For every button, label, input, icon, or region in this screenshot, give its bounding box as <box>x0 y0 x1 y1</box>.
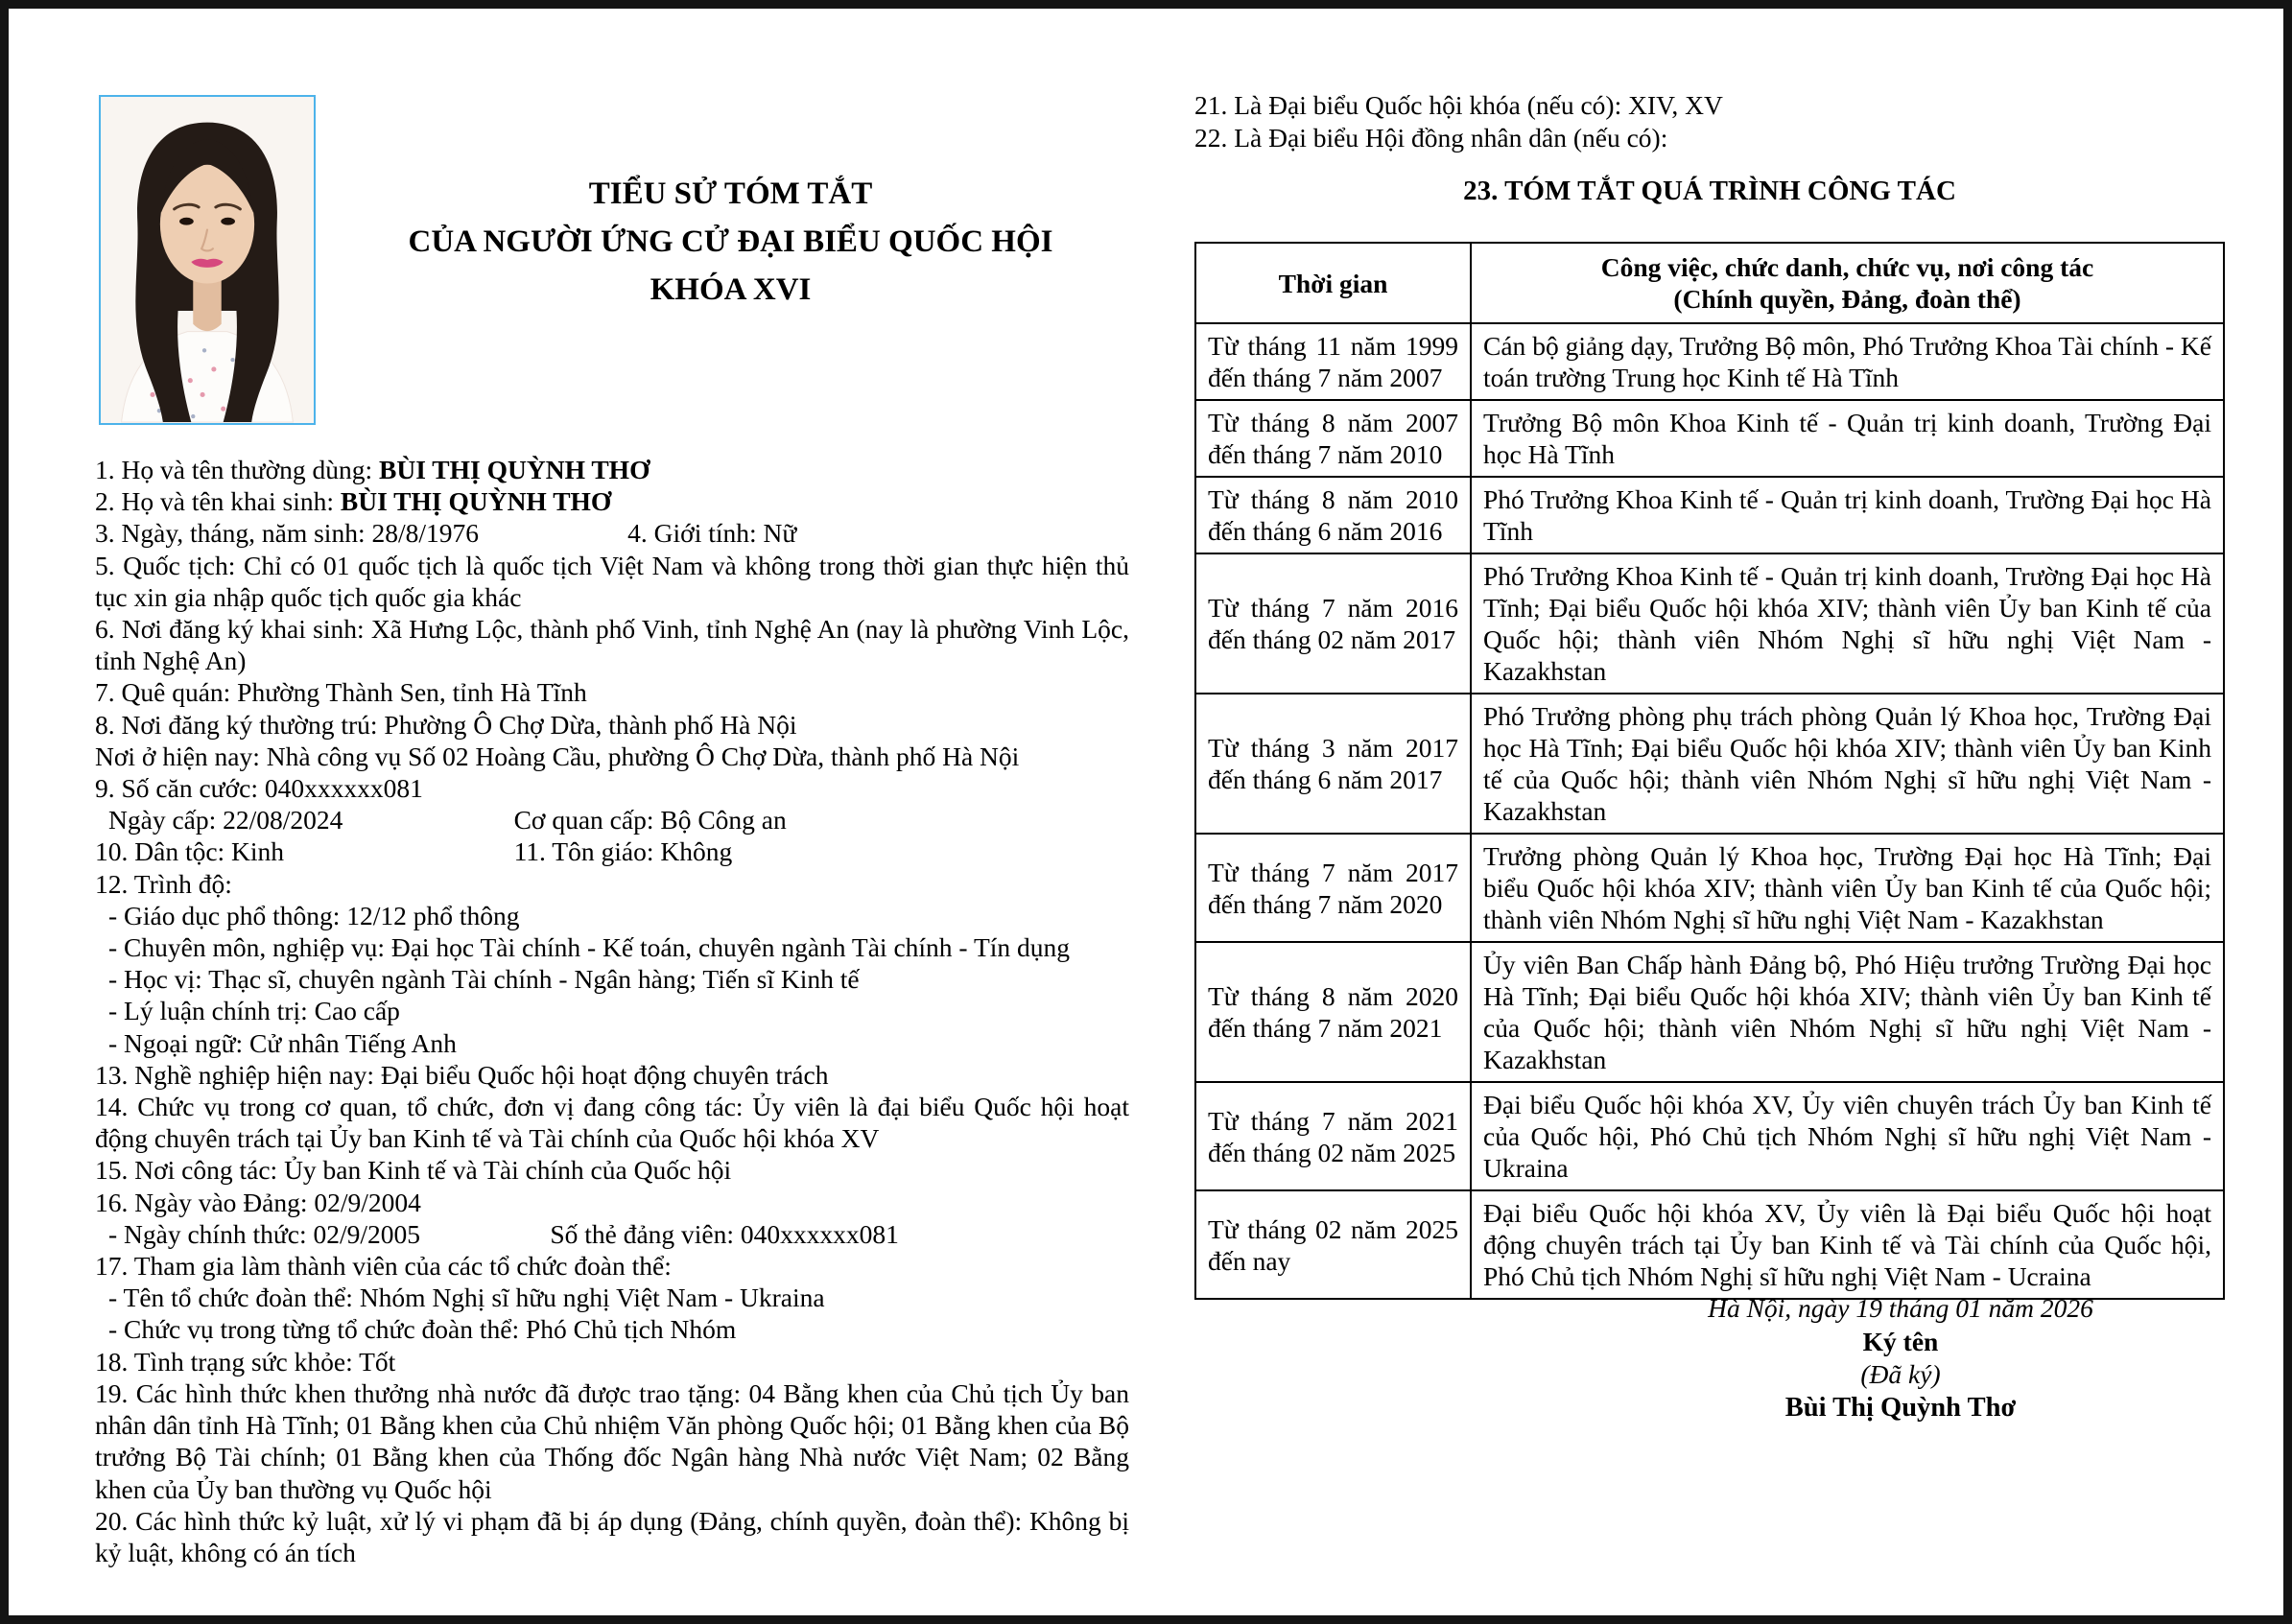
text-segment: 16. Ngày vào Đảng: 02/9/2004 <box>95 1187 421 1217</box>
time-cell: Từ tháng 7 năm 2021 đến tháng 02 năm 2025 <box>1195 1082 1471 1190</box>
text-segment: 5. Quốc tịch: Chỉ có 01 quốc tịch là quốc tịch Việt Nam và không trong thời gian thực hiện thủ tục xin gia nhập quốc tịch quốc gia khác <box>95 550 1129 612</box>
time-cell: Từ tháng 7 năm 2017 đến tháng 7 năm 2020 <box>1195 834 1471 942</box>
table-header-row <box>1195 243 2224 323</box>
item-22: 22. Là Đại biểu Hội đồng nhân dân (nếu có): <box>1194 123 1668 153</box>
bio-line <box>95 485 1129 517</box>
signature-sign-label: Ký tên <box>1862 1326 1939 1356</box>
work-cell: Trưởng phòng Quản lý Khoa học, Trường Đại học Hà Tĩnh; Đại biểu Quốc hội khóa XIV; thành viên Ủy ban Kinh tế của Quốc hội; thành viên Nhóm Nghị sĩ hữu nghị Việt Nam - Kazakhstan <box>1471 834 2224 942</box>
work-column-header-line2: (Chính quyền, Đảng, đoàn thể) <box>1673 284 2021 314</box>
bio-line <box>95 963 1129 995</box>
time-cell: Từ tháng 7 năm 2016 đến tháng 02 năm 2017 <box>1195 553 1471 694</box>
bio-line <box>95 1154 1129 1186</box>
bio-line <box>95 900 1129 931</box>
bio-line <box>95 995 1129 1026</box>
bio-line-col2 <box>550 1218 899 1250</box>
document-title-line1: TIỂU SỬ TÓM TẮT <box>588 177 873 211</box>
bio-line <box>95 1091 1129 1154</box>
signature-signed-note: (Đã ký) <box>1860 1359 1941 1389</box>
text-segment: Cơ quan cấp: Bộ Công an <box>513 805 787 836</box>
bio-line <box>95 868 1129 900</box>
work-cell: Phó Trưởng Khoa Kinh tế - Quản trị kinh doanh, Trường Đại học Hà Tĩnh; Đại biểu Quốc hội khóa XIV; thành viên Ủy ban Kinh tế của Quốc hội; thành viên Nhóm Nghị sĩ hữu nghị Việt Nam - Kazakhstan <box>1471 553 2224 694</box>
text-segment: - Chuyên môn, nghiệp vụ: Đại học Tài chính - Kế toán, chuyên ngành Tài chính - Tín dụng <box>108 932 1071 963</box>
bio-line <box>95 709 1129 741</box>
section-23-title: 23. TÓM TẮT QUÁ TRÌNH CÔNG TÁC <box>1463 176 1956 206</box>
bio-line <box>95 1505 1129 1568</box>
text-segment: 7. Quê quán: Phường Thành Sen, tỉnh Hà Tĩnh <box>95 677 587 708</box>
work-cell: Phó Trưởng phòng phụ trách phòng Quản lý Khoa học, Trường Đại học Hà Tĩnh; Đại biểu Quốc hội khóa XIV; thành viên Ủy ban Kinh tế của Quốc hội; thành viên Nhóm Nghị sĩ hữu nghị Việt Nam - Kazakhstan <box>1471 694 2224 834</box>
bio-line <box>95 1346 1129 1377</box>
text-segment: Ngày cấp: 22/08/2024 <box>108 805 343 836</box>
career-table <box>1194 242 2225 1300</box>
bio-line <box>95 1377 1129 1505</box>
text-segment: 10. Dân tộc: Kinh <box>95 836 285 867</box>
text-segment: 8. Nơi đăng ký thường trú: Phường Ô Chợ Dừa, thành phố Hà Nội <box>95 709 797 740</box>
bio-line <box>95 454 1129 485</box>
document-title-line3: KHÓA XVI <box>650 272 812 307</box>
text-segment: 9. Số căn cước: 040xxxxxx081 <box>95 773 423 804</box>
table-row <box>1195 694 2224 834</box>
bio-line <box>95 550 1129 613</box>
right-items <box>1194 89 2235 154</box>
text-segment: 15. Nơi công tác: Ủy ban Kinh tế và Tài chính của Quốc hội <box>95 1155 732 1186</box>
work-cell: Đại biểu Quốc hội khóa XV, Ủy viên chuyên trách Ủy ban Kinh tế của Quốc hội, Phó Chủ tịch Nhóm Nghị sĩ hữu nghị Việt Nam - Ukraina <box>1471 1082 2224 1190</box>
time-cell: Từ tháng 8 năm 2020 đến tháng 7 năm 2021 <box>1195 942 1471 1082</box>
bio-line <box>95 613 1129 676</box>
bio-line-col2 <box>514 804 787 836</box>
bio-list <box>95 454 1129 1568</box>
item-21: 21. Là Đại biểu Quốc hội khóa (nếu có): XIV, XV <box>1194 90 1723 120</box>
work-cell: Đại biểu Quốc hội khóa XV, Ủy viên là Đại biểu Quốc hội hoạt động chuyên trách tại Ủy ban Kinh tế và Tài chính của Quốc hội, Phó Chủ tịch Nhóm Nghị sĩ hữu nghị Việt Nam - Ucraina <box>1471 1190 2224 1299</box>
bio-line-col2 <box>514 836 733 867</box>
time-column-header: Thời gian <box>1195 243 1471 323</box>
document-title-line2: CỦA NGƯỜI ỨNG CỬ ĐẠI BIỂU QUỐC HỘI <box>408 224 1053 259</box>
table-row <box>1195 1082 2224 1190</box>
table-row <box>1195 323 2224 400</box>
text-segment: 2. Họ và tên khai sinh: <box>95 486 341 517</box>
bio-line <box>95 1027 1129 1059</box>
bio-line <box>95 1187 1129 1218</box>
bio-line <box>95 517 1129 549</box>
work-column-header <box>1471 243 2224 323</box>
text-segment: 20. Các hình thức kỷ luật, xử lý vi phạm đã bị áp dụng (Đảng, chính quyền, đoàn thể): Không bị kỷ luật, không có án tích <box>95 1505 1129 1567</box>
text-segment: 6. Nơi đăng ký khai sinh: Xã Hưng Lộc, thành phố Vinh, tỉnh Nghệ An (nay là phường Vinh Lộc, tỉnh Nghệ An) <box>95 614 1129 676</box>
signature-block <box>1572 1292 2229 1424</box>
work-column-header-line1: Công việc, chức danh, chức vụ, nơi công tác <box>1600 252 2094 282</box>
text-segment: 13. Nghề nghiệp hiện nay: Đại biểu Quốc hội hoạt động chuyên trách <box>95 1059 829 1090</box>
text-segment: 19. Các hình thức khen thưởng nhà nước đã được trao tặng: 04 Bằng khen của Chủ tịch Ủy ban nhân dân tỉnh Hà Tĩnh; 01 Bằng khen của Chủ nhiệm Văn phòng Quốc hội; 01 Bằng khen của Bộ trưởng Bộ Tài chính; 01 Bằng khen của Thống đốc Ngân hàng Nhà nước Việt Nam; 02 Bằng khen của Ủy ban thường vụ Quốc hội <box>95 1377 1129 1504</box>
bio-line <box>95 931 1129 963</box>
bio-line <box>95 1218 1129 1250</box>
text-segment: 1. Họ và tên thường dùng: <box>95 455 380 484</box>
table-row <box>1195 477 2224 553</box>
signature-place-date: Hà Nội, ngày 19 tháng 01 năm 2026 <box>1708 1293 2093 1323</box>
text-segment: 17. Tham gia làm thành viên của các tổ chức đoàn thể: <box>95 1251 672 1282</box>
text-segment: 11. Tôn giáo: Không <box>513 836 733 867</box>
text-segment: 4. Giới tính: Nữ <box>627 518 797 549</box>
time-cell: Từ tháng 8 năm 2007 đến tháng 7 năm 2010 <box>1195 400 1471 477</box>
text-segment: - Lý luận chính trị: Cao cấp <box>108 996 400 1026</box>
work-cell: Ủy viên Ban Chấp hành Đảng bộ, Phó Hiệu trưởng Trường Đại học Hà Tĩnh; Đại biểu Quốc hội khóa XIV; thành viên Ủy ban Kinh tế của Quốc hội; thành viên Nhóm Nghị sĩ hữu nghị Việt Nam - Kazakhstan <box>1471 942 2224 1082</box>
bio-line <box>95 836 1129 867</box>
bio-line <box>95 772 1129 804</box>
table-row <box>1195 942 2224 1082</box>
time-cell: Từ tháng 02 năm 2025 đến nay <box>1195 1190 1471 1299</box>
bio-line <box>95 1250 1129 1282</box>
text-segment: - Ngày chính thức: 02/9/2005 <box>108 1218 420 1249</box>
work-cell: Cán bộ giảng dạy, Trưởng Bộ môn, Phó Trưởng Khoa Tài chính - Kế toán trường Trung học Kinh tế Hà Tĩnh <box>1471 323 2224 400</box>
bio-line <box>95 741 1129 772</box>
text-segment: 14. Chức vụ trong cơ quan, tổ chức, đơn vị đang công tác: Ủy viên là đại biểu Quốc hội hoạt động chuyên trách tại Ủy ban Kinh tế và Tài chính của Quốc hội khóa XV <box>95 1092 1129 1154</box>
table-row <box>1195 400 2224 477</box>
text-segment: - Giáo dục phổ thông: 12/12 phổ thông <box>108 900 520 930</box>
bio-line <box>95 804 1129 836</box>
text-segment: BÙI THỊ QUỲNH THƠ <box>340 486 612 517</box>
signature-signer-name: Bùi Thị Quỳnh Thơ <box>1784 1392 2017 1423</box>
bio-line <box>95 676 1129 708</box>
bio-line <box>95 1313 1129 1345</box>
time-cell: Từ tháng 8 năm 2010 đến tháng 6 năm 2016 <box>1195 477 1471 553</box>
bio-line <box>95 1059 1129 1091</box>
text-segment: BÙI THỊ QUỲNH THƠ <box>379 455 650 484</box>
time-cell: Từ tháng 11 năm 1999 đến tháng 7 năm 2007 <box>1195 323 1471 400</box>
time-cell: Từ tháng 3 năm 2017 đến tháng 6 năm 2017 <box>1195 694 1471 834</box>
text-segment: - Ngoại ngữ: Cử nhân Tiếng Anh <box>108 1027 457 1058</box>
text-segment: 18. Tình trạng sức khỏe: Tốt <box>95 1346 396 1377</box>
text-segment: - Tên tổ chức đoàn thể: Nhóm Nghị sĩ hữu nghị Việt Nam - Ukraina <box>108 1283 825 1313</box>
portrait-illustration <box>101 97 314 423</box>
bio-line <box>95 1282 1129 1313</box>
work-cell: Trưởng Bộ môn Khoa Kinh tế - Quản trị kinh doanh, Trường Đại học Hà Tĩnh <box>1471 400 2224 477</box>
text-segment: 3. Ngày, tháng, năm sinh: 28/8/1976 <box>95 518 479 549</box>
table-row <box>1195 1190 2224 1299</box>
text-segment: 12. Trình độ: <box>95 868 232 899</box>
portrait-photo <box>99 95 316 425</box>
text-segment: Nơi ở hiện nay: Nhà công vụ Số 02 Hoàng Cầu, phường Ô Chợ Dừa, thành phố Hà Nội <box>95 741 1020 771</box>
text-segment: - Chức vụ trong từng tổ chức đoàn thể: Phó Chủ tịch Nhóm <box>108 1314 737 1345</box>
career-table-body <box>1195 323 2224 1299</box>
text-segment: Số thẻ đảng viên: 040xxxxxx081 <box>550 1218 899 1249</box>
bio-line-col2 <box>627 517 796 549</box>
table-row <box>1195 553 2224 694</box>
career-table-container <box>1194 242 2225 1300</box>
work-cell: Phó Trưởng Khoa Kinh tế - Quản trị kinh doanh, Trường Đại học Hà Tĩnh <box>1471 477 2224 553</box>
table-row <box>1195 834 2224 942</box>
text-segment: - Học vị: Thạc sĩ, chuyên ngành Tài chính - Ngân hàng; Tiến sĩ Kinh tế <box>108 964 860 995</box>
document-title <box>325 170 1136 314</box>
